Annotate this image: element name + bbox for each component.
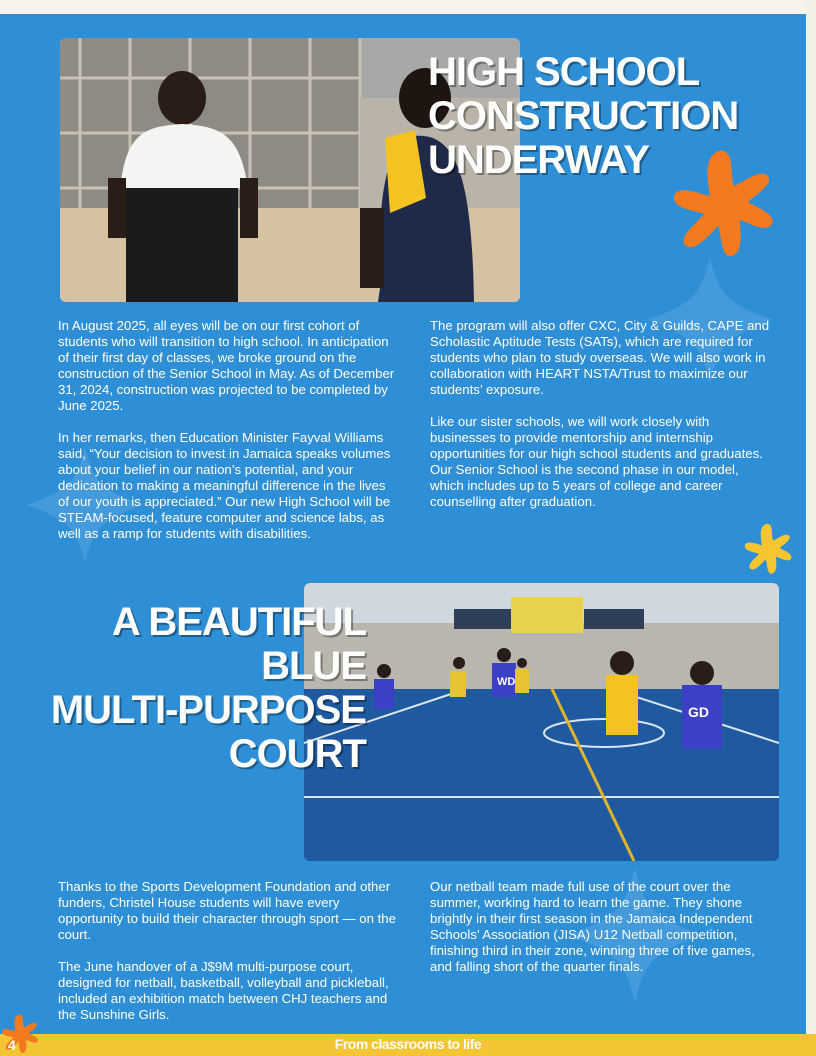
paragraph: Like our sister schools, we will work closely with businesses to provide mentorship and internship opportunities for our high school students and graduates. Our Senior School is the second phase in our model, which includes up to 5 years of college and career counselling after graduation. [430, 414, 763, 509]
title-line: UNDERWAY [428, 138, 649, 182]
paragraph: In August 2025, all eyes will be on our first cohort of students who will transition to high school. In anticipation of their first day of classes, we broke ground on the construction of the Senior School in May. As of December 31, 2024, construction was projected to be completed by June 2025. [58, 318, 395, 413]
right-edge-strip [806, 0, 816, 1056]
top-strip [0, 0, 816, 14]
bib-wd: WD [497, 676, 516, 688]
court-text-column-left [58, 879, 398, 1039]
yellow-star-icon [742, 522, 794, 576]
page-number: 4 [8, 1037, 16, 1053]
construction-text-column-right [430, 318, 770, 526]
netball-court-photo [304, 583, 779, 861]
title-line: COURT [228, 732, 366, 776]
section-title-court [30, 600, 366, 776]
orange-star-icon [668, 148, 778, 260]
title-line: A BEAUTIFUL [111, 600, 366, 644]
title-line: HIGH SCHOOL [428, 50, 700, 94]
footer-tagline: From classrooms to life [334, 1036, 482, 1052]
paragraph: Our netball team made full use of the court over the summer, working hard to learn the game. They shone brightly in their first season in the Jamaica Independent Schools’ Association (JISA) U12 Netball competition, finishing third in their zone, winning three of five games, and falling short of the quarter finals. [430, 879, 755, 974]
paragraph: In her remarks, then Education Minister Fayval Williams said, “Your decision to invest in Jamaica speaks volumes about your belief in our nation’s potential, and your dedication to making a meaningful difference in the lives of our youth is appreciated.” Our new High School will be STEAM-focused, feature computer and science labs, as well as a ramp for students with disabilities. [58, 430, 391, 541]
paragraph: Thanks to the Sports Development Foundation and other funders, Christel House students will have every opportunity to build their character through sport — on the court. [58, 879, 396, 942]
bib-gd: GD [688, 704, 709, 720]
title-line: BLUE [261, 644, 366, 688]
paragraph: The program will also offer CXC, City & Guilds, CAPE and Scholastic Aptitude Tests (SATs), which are required for students who plan to study overseas. We will also work in collaboration with HEART NSTA/Trust to maximize our students’ exposure. [430, 318, 770, 397]
title-line: MULTI-PURPOSE [50, 688, 366, 732]
title-line: CONSTRUCTION [428, 94, 739, 138]
paragraph: The June handover of a J$9M multi-purpose court, designed for netball, basketball, volleyball and pickleball, included an exhibition match between CHJ teachers and the Sunshine Girls. [58, 959, 389, 1022]
construction-text-column-left [58, 318, 398, 558]
court-text-column-right [430, 879, 770, 991]
